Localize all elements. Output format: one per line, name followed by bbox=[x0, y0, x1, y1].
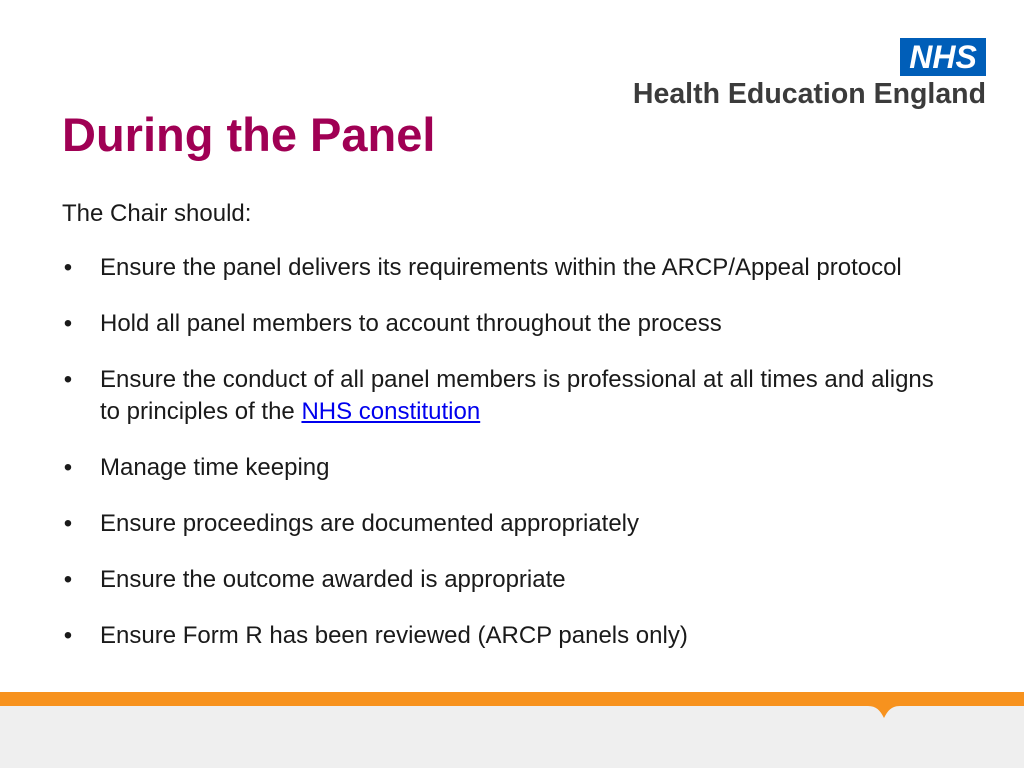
nhs-constitution-link[interactable]: NHS constitution bbox=[301, 398, 481, 425]
bullet-list bbox=[62, 252, 942, 676]
bullet-item bbox=[62, 252, 942, 284]
intro-text: The Chair should: bbox=[62, 200, 252, 227]
bullet-text: Ensure the panel delivers its requirements within the ARCP/Appeal protocol bbox=[100, 254, 902, 281]
bullet-text: Ensure Form R has been reviewed (ARCP panels only) bbox=[100, 622, 688, 649]
bullet-item bbox=[62, 364, 942, 428]
bullet-item bbox=[62, 508, 942, 540]
footer-band bbox=[0, 692, 1024, 768]
bullet-item bbox=[62, 564, 942, 596]
bullet-item bbox=[62, 620, 942, 652]
bullet-text: Ensure the outcome awarded is appropriate bbox=[100, 566, 566, 593]
bullet-text: Manage time keeping bbox=[100, 454, 330, 481]
bullet-icon: • bbox=[63, 622, 73, 649]
organisation-name: Health Education England bbox=[632, 78, 986, 110]
bullet-icon: • bbox=[63, 310, 73, 337]
bullet-text: Ensure the conduct of all panel members is professional at all times and aligns to principles of the bbox=[100, 366, 934, 425]
bullet-item bbox=[62, 308, 942, 340]
bullet-icon: • bbox=[63, 566, 73, 593]
bullet-icon: • bbox=[63, 254, 73, 281]
hee-logo bbox=[632, 38, 986, 110]
bullet-text: Ensure proceedings are documented appropriately bbox=[100, 510, 640, 537]
slide-title: During the Panel bbox=[62, 108, 436, 161]
bullet-icon: • bbox=[63, 454, 73, 481]
nhs-logo-box: NHS bbox=[900, 38, 986, 76]
bullet-text: Hold all panel members to account throughout the process bbox=[100, 310, 722, 337]
bullet-icon: • bbox=[63, 510, 73, 537]
bullet-icon: • bbox=[63, 366, 73, 393]
bullet-item bbox=[62, 452, 942, 484]
